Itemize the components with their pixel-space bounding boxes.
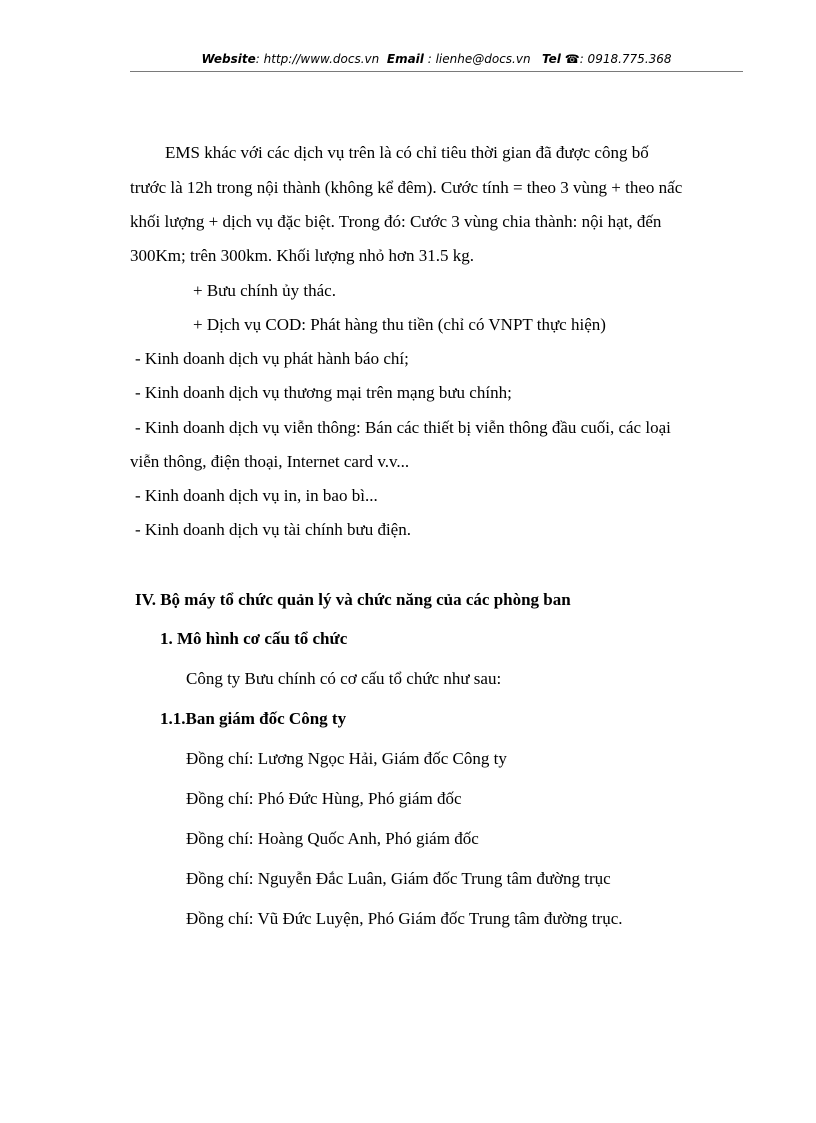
bullet-item: - Kinh doanh dịch vụ in, in bao bì... xyxy=(135,486,378,505)
plus-item: + Dịch vụ COD: Phát hàng thu tiền (chỉ có VNPT thực hiện) xyxy=(193,315,606,334)
intro-line: Công ty Bưu chính có cơ cấu tổ chức như sau: xyxy=(186,669,502,688)
website-url[interactable]: : http://www.docs.vn xyxy=(255,52,380,66)
bullet-item: - Kinh doanh dịch vụ phát hành báo chí; xyxy=(135,349,409,368)
paragraph-line: khối lượng + dịch vụ đặc biệt. Trong đó: Cước 3 vùng chia thành: nội hạt, đến xyxy=(130,212,662,231)
website-label: Website xyxy=(201,52,256,66)
bullet-item: - Kinh doanh dịch vụ viễn thông: Bán các thiết bị viễn thông đầu cuối, các loại xyxy=(135,418,671,437)
member-line: Đồng chí: Nguyễn Đắc Luân, Giám đốc Trung tâm đường trục xyxy=(186,869,611,888)
subsection-heading: 1. Mô hình cơ cấu tổ chức xyxy=(160,629,348,648)
bullet-item: - Kinh doanh dịch vụ tài chính bưu điện. xyxy=(135,520,411,539)
subsubsection-heading: 1.1.Ban giám đốc Công ty xyxy=(160,709,347,728)
tel-label: Tel xyxy=(542,52,561,66)
paragraph-line: trước là 12h trong nội thành (không kể đêm). Cước tính = theo 3 vùng + theo nấc xyxy=(130,178,683,197)
bullet-item: - Kinh doanh dịch vụ thương mại trên mạng bưu chính; xyxy=(135,383,512,402)
email-address[interactable]: : lienhe@docs.vn xyxy=(427,52,531,66)
header-divider xyxy=(130,71,743,72)
paragraph-line: 300Km; trên 300km. Khối lượng nhỏ hơn 31.5 kg. xyxy=(130,246,475,265)
plus-item: + Bưu chính ủy thác. xyxy=(193,281,336,300)
tel-number: : 0918.775.368 xyxy=(579,52,672,66)
member-line: Đồng chí: Hoàng Quốc Anh, Phó giám đốc xyxy=(186,829,479,848)
paragraph-line: EMS khác với các dịch vụ trên là có chỉ tiêu thời gian đã được công bố xyxy=(165,143,649,162)
member-line: Đồng chí: Lương Ngọc Hải, Giám đốc Công ty xyxy=(186,749,507,768)
phone-icon: ☎ xyxy=(564,52,580,66)
member-line: Đồng chí: Phó Đức Hùng, Phó giám đốc xyxy=(186,789,462,808)
bullet-item-continuation: viễn thông, điện thoại, Internet card v.v... xyxy=(130,452,410,471)
page-header xyxy=(130,50,743,68)
email-label: Email xyxy=(386,52,424,66)
section-heading: IV. Bộ máy tổ chức quản lý và chức năng của các phòng ban xyxy=(135,590,571,609)
member-line: Đồng chí: Vũ Đức Luyện, Phó Giám đốc Trung tâm đường trục. xyxy=(186,909,623,928)
